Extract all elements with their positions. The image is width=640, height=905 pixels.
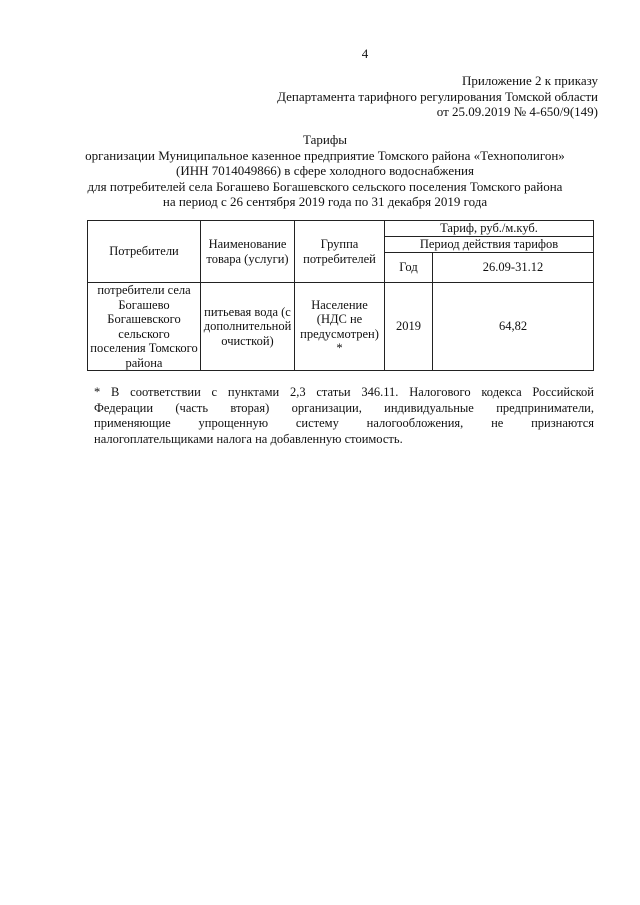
- footnote-line-1: * В соответствии с пунктами 2,3 статьи 346.11. Налогового кодекса Российской: [94, 385, 594, 399]
- header-product: Наименование товара (услуги): [201, 221, 295, 283]
- title-heading: Тарифы: [302, 132, 347, 147]
- header-consumers: Потребители: [88, 221, 201, 283]
- appendix-line-3: от 25.09.2019 № 4-650/9(149): [436, 104, 598, 119]
- footnote-line-2: Федерации (часть вторая) организации, индивидуальные предприниматели,: [94, 400, 594, 415]
- tariff-table: [87, 220, 594, 371]
- footnote-line-3: применяющие упрощенную систему налогообложения, не признаются: [94, 416, 594, 430]
- header-group: Группа потребителей: [295, 221, 385, 283]
- cell-group: Население (НДС не предусмотрен) *: [295, 283, 385, 371]
- page-number: 4: [361, 46, 369, 61]
- header-year: Год: [385, 253, 433, 283]
- cell-year: 2019: [385, 283, 433, 371]
- header-period: Период действия тарифов: [385, 237, 594, 253]
- footnote-line-4: налогоплательщиками налога на добавленную стоимость.: [94, 431, 403, 446]
- table-row: [88, 283, 594, 371]
- footnote: [94, 385, 594, 447]
- document-title: [80, 132, 570, 210]
- title-line-3: для потребителей села Богашево Богашевского сельского поселения Томского района: [87, 178, 563, 194]
- appendix-block: [277, 73, 598, 120]
- header-tariff: Тариф, руб./м.куб.: [385, 221, 594, 237]
- cell-product: питьевая вода (с дополнительной очисткой): [201, 283, 295, 371]
- appendix-line-2: Департамента тарифного регулирования Томской области: [277, 88, 598, 104]
- cell-value: 64,82: [433, 283, 594, 371]
- title-line-1: организации Муниципальное казенное предприятие Томского района «Технополигон»: [85, 147, 565, 163]
- title-line-2: (ИНН 7014049866) в сфере холодного водоснабжения: [175, 163, 474, 178]
- header-range: 26.09-31.12: [433, 253, 594, 283]
- appendix-line-1: Приложение 2 к приказу: [461, 73, 598, 88]
- cell-consumers: потребители села Богашево Богашевского сельского поселения Томского района: [88, 283, 201, 371]
- title-line-4: на период с 26 сентября 2019 года по 31 декабря 2019 года: [162, 194, 488, 209]
